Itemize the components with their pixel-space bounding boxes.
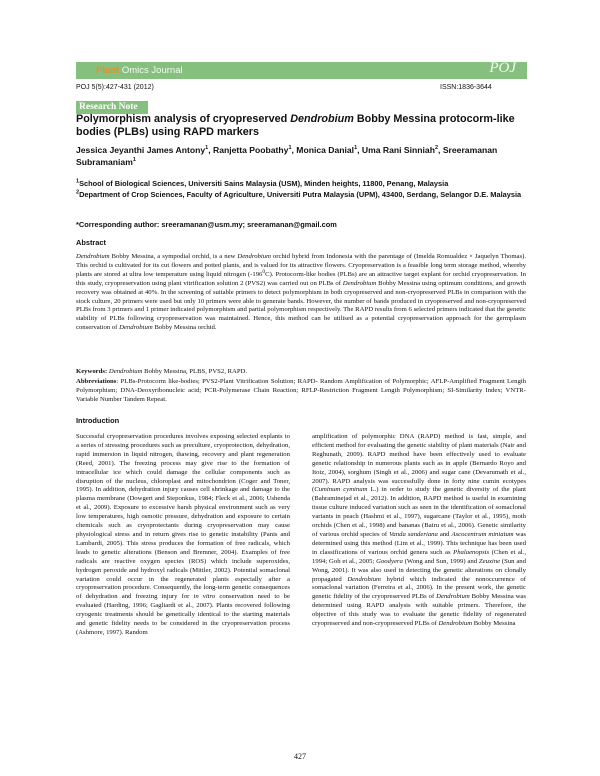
- keywords: Keywords: Dendrobium Bobby Messina, PLBS, PVS2, RAPD.: [76, 368, 248, 375]
- corresponding-author: *Corresponding author: sreeramanan@usm.my; sreeramanan@gmail.com: [76, 220, 337, 229]
- abstract-body: Dendrobium Bobby Messina, a sympodial orchid, is a new Dendrobium orchid hybrid from Indonesia with the parentage of (Imelda Romualdez × Jaquelyn Thomas). This orchid is cultivated for its cut flowers and potted plants, and is valued for its attractive flowers. Cryopreservation is a feasible long term storage method, whereby plants are stored at ultra low temperature using liquid nitrogen $(-196^0C)$. Protocorm-like bodies (PLBs) are an attractive target explant for orchid cryopreservation. In this study, cryopreservation using plant vitrification solution 2 (PVS2) was carried out on PLBs of Dendrobium Bobby Messina using optimum conditions, and growth recovery was obtained at 40%. In the screening of suitable primers to detect polymorphism in both cryopreserved and non-cryopreserved PLBs in comparison with the stock culture, 20 primers were used but only 10 primers were able to generate bands. However, the number of bands produced in cryopreserved and non-cryopreserved PLBs from 3 primers and 1 primer indicated polymorphism and partial polymorphism respectively. The RAPD results from 6 selected primers indicated that the genetic stability of PLBs following cryopreservation was maintained. Hence, this method can be utilised as a potential cryopreservation approach for the germplasm conservation of Dendrobium Bobby Messina orchid.: [76, 253, 526, 332]
- introduction-right-column: amplification of polymorphic DNA (RAPD) method is fast, simple, and efficient method for evaluating the genetic stability of plant materials (Nair and Reghunath, 2009). RAPD method have been effectively used to evaluate genetic relationship in numerous plants such as in apple (Bernardo Royo and Itoiz, 2004), sorghum (Singh et al., 2006) and sugar cane (Devarumath et al., 2007). RAPD analysis was successfully done in forty nine cumin ecotypes (Cuminum cyminum L.) in order to study the genetic diversity of the plant (Bahraminejad et al., 2012). In addition, RAPD method is useful in examining tissue culture induced variation such as seen in the identification of somaclonal variants in peach (Hashmi et al., 1997), sugarcane (Taylor et al., 1995), moth orchids (Chen et al., 1998) and bananas (Bairu et al., 2006). Genetic similarity of various orchid species of Vanda sanderiana and Ascocentrum miniatum was determined using this method (Lim et al., 1999). This technique has been used in classifications of various orchid genera such as Phalaenopsis (Chen et al., 1994; Goh et al., 2005; Goodyera (Wong and Sun, 1999) and Zeuxine (Sun and Wong, 2001). It was also used in detecting the genetic alterations on clonally propagated Dendrobium hybrid which indicated the nonoccurrence of somaclonal variation (Ferreira et al., 2006). In the present work, the genetic genetic fidelity of the cryopreserved PLBs of Dendrobium Bobby Messina was determined using RAPD analysis with suitable primers. Therefore, the objective of this study was to evaluate the genetic fidelity of regenerated cryopreserved and non-cryopreserved PLBs of Dendrobium Bobby Messina: [312, 433, 527, 628]
- affiliation-1: $^1$School of Biological Sciences, Universiti Sains Malaysia (USM), Minden heights, 11800, Penang, Malaysia: [76, 178, 449, 188]
- abbreviations: Abbreviations: PLBs-Protocorm like-bodies; PVS2-Plant Vitrification Solution; RAPD- Random Amplification of Polymorphic; AFLP-Amplified Fragment Length Polymorphism; DNA-Deoxyribonucleic acid; PCR-Polymerase Chain Reaction; RFLP-Restriction Fragment Length Polymorphism; SI-Similarity Index; VNTR-Variable Number Tandem Repeat.: [76, 378, 526, 403]
- issn: ISSN:1836-3644: [440, 84, 492, 91]
- page-number: 427: [294, 752, 306, 761]
- affiliations: [76, 179, 526, 200]
- citation: POJ 5(5):427-431 (2012): [76, 84, 154, 91]
- paper-title: Polymorphism analysis of cryopreserved Dendrobium Bobby Messina protocorm-like bodies (PLBs) using RAPD markers: [76, 113, 515, 138]
- affiliation-2: $^2$Department of Crop Sciences, Faculty of Agriculture, Universiti Putra Malaysia (UPM), 43400, Serdang, Selangor D.E. Malaysia: [76, 189, 522, 199]
- introduction-left-column: Successful cryopreservation procedures involves exposing selected explants to a series of stressing procedures such as preculture, cryoprotection, dehydration, rapid immersion in liquid nitrogen, thawing, recovery and plant regeneration (Reed, 2001). The freezing process may give rise to the formation of intracellular ice which could damage the cellular components such as disruption of the nucleus, chloroplast and mitochondrion (Coger and Toner, 1995). In addition, dehydration injury causes cell shrinkage and damage to the plasma membrane (Dowgert and Steponkus, 1984; Fleck et al., 2006; Ushenda et al., 2009). Exposure to excessive harsh physical environment such as very low temperatures, high osmotic pressure, dehydration and exposure to certain chemicals such as cryoprotectants during cryopreservation may cause physiological stress and in return gives rise to genetic instability (Panis and Lambardi, 2005). This stress produces the formation of free radicals, which leads to genetic alterations (Benson and Bremner, 2004). Examples of free radicals are reactive oxygen species (ROS) which include superoxides, hydrogen peroxide and hydroxyl radicals (Mittler, 2002). Potential somaclonal variation could occur in the regenerated plants especially after a cryopreservation procedure. Consequently, the long-term genetic consequences of dehydration and freezing injury for in vitro conservation need to be evaluated (Harding, 1996; Gagliardi et al., 2007). Plants recovered following cryogenic treatments should be genetically identical to the starting materials and genetic fidelity needs to be considered in the cryopreservation process (Ashmore, 1997). Random: [76, 433, 290, 636]
- journal-logo: POJ: [489, 60, 516, 76]
- journal-name: Plant Omics Journal: [96, 65, 183, 76]
- abstract-heading: Abstract: [76, 238, 106, 247]
- author-list: Jessica Jeyanthi James Antony$^1$, Ranjetta Poobathy$^1$, Monica Danial$^1$, Uma Rani Sinniah$^2$, Sreeramanan Subramaniam$^1$: [76, 145, 498, 167]
- introduction-heading: Introduction: [76, 416, 120, 425]
- article-type-badge: Research Note: [76, 101, 148, 114]
